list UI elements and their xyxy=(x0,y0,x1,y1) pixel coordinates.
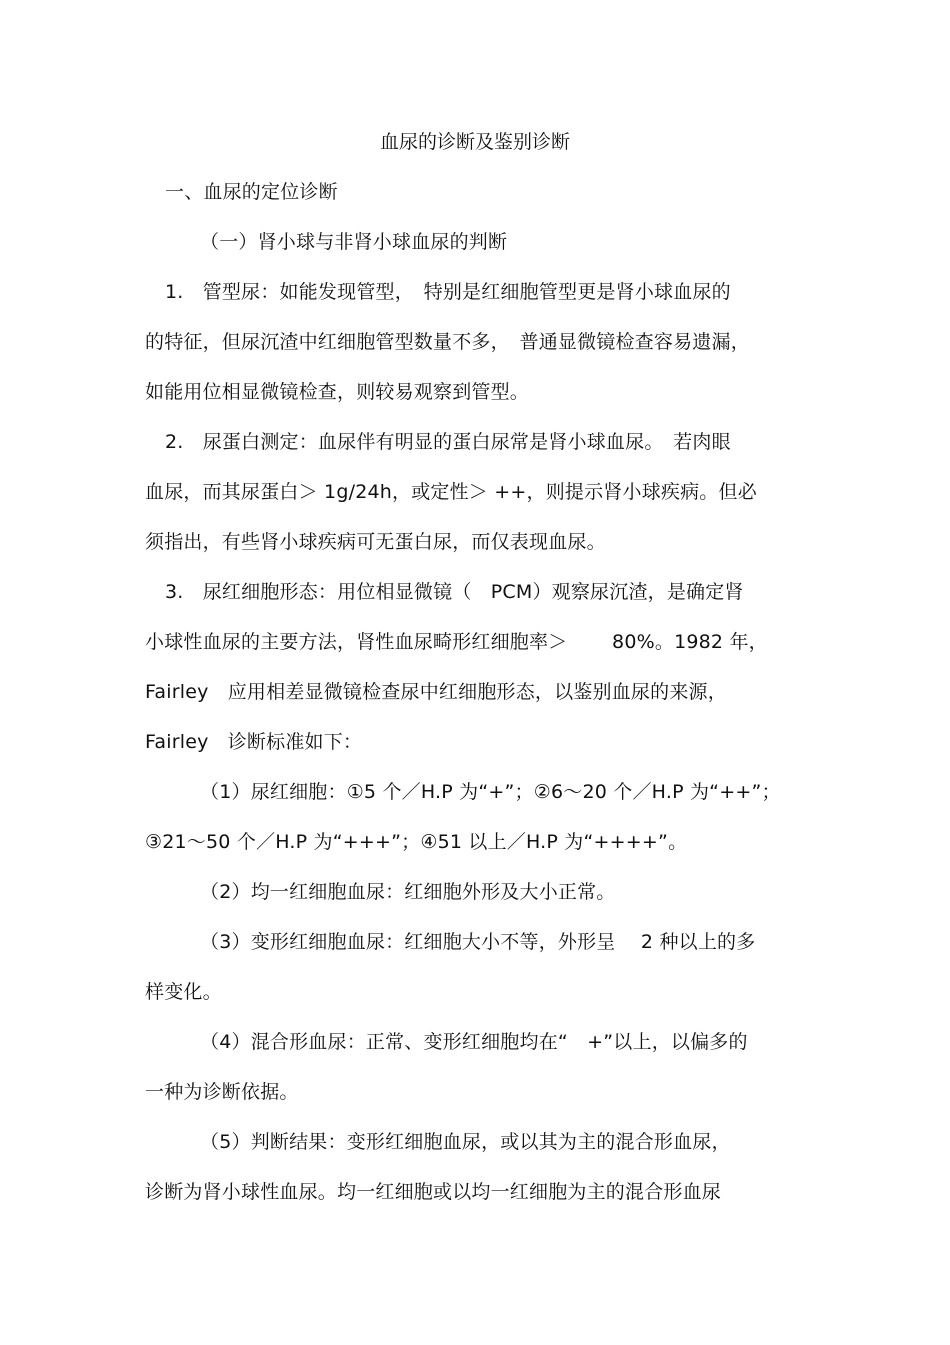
paragraph-line: 样变化。 xyxy=(145,981,222,1003)
paragraph-line: Fairley 应用相差显微镜检查尿中红细胞形态，以鉴别血尿的来源， xyxy=(145,681,727,703)
paragraph-line: 1. 管型尿：如能发现管型， 特别是红细胞管型更是肾小球血尿的 xyxy=(165,281,731,303)
paragraph-line: 的特征，但尿沉渣中红细胞管型数量不多， 普通显微镜检查容易遗漏， xyxy=(145,331,750,353)
paragraph-line: 诊断为肾小球性血尿。均一红细胞或以均一红细胞为主的混合形血尿 xyxy=(145,1181,722,1203)
paragraph-line: 如能用位相显微镜检查，则较易观察到管型。 xyxy=(145,381,530,403)
list-item: （3）变形红细胞血尿：红细胞大小不等，外形呈 2 种以上的多 xyxy=(200,931,756,953)
paragraph-line: ③21～50 个／H.P 为“+++”；④51 以上／H.P 为“++++”。 xyxy=(145,831,688,853)
list-item: （1）尿红细胞：①5 个／H.P 为“+”；②6～20 个／H.P 为“++”； xyxy=(200,781,781,803)
paragraph-line: 2. 尿蛋白测定：血尿伴有明显的蛋白尿常是肾小球血尿。 若肉眼 xyxy=(165,431,731,453)
paragraph-line: 血尿，而其尿蛋白＞ 1g/24h，或定性＞ ++，则提示肾小球疾病。但必 xyxy=(145,481,757,503)
list-item: （5）判断结果：变形红细胞血尿，或以其为主的混合形血尿， xyxy=(200,1131,731,1153)
subsection-heading: （一）肾小球与非肾小球血尿的判断 xyxy=(200,231,508,253)
paragraph-line: 小球性血尿的主要方法，肾性血尿畸形红细胞率＞ 80%。1982 年， xyxy=(145,631,768,653)
paragraph-line: Fairley 诊断标准如下： xyxy=(145,731,363,753)
document-title: 血尿的诊断及鉴别诊断 xyxy=(379,131,570,153)
paragraph-line: 3. 尿红细胞形态：用位相显微镜（ PCM）观察尿沉渣，是确定肾 xyxy=(165,581,744,603)
section-heading: 一、血尿的定位诊断 xyxy=(165,181,338,203)
paragraph-line: 一种为诊断依据。 xyxy=(145,1081,299,1103)
list-item: （4）混合形血尿：正常、变形红细胞均在“ +”以上，以偏多的 xyxy=(200,1031,748,1053)
paragraph-line: 须指出，有些肾小球疾病可无蛋白尿，而仅表现血尿。 xyxy=(145,531,606,553)
list-item: （2）均一红细胞血尿：红细胞外形及大小正常。 xyxy=(200,881,616,903)
